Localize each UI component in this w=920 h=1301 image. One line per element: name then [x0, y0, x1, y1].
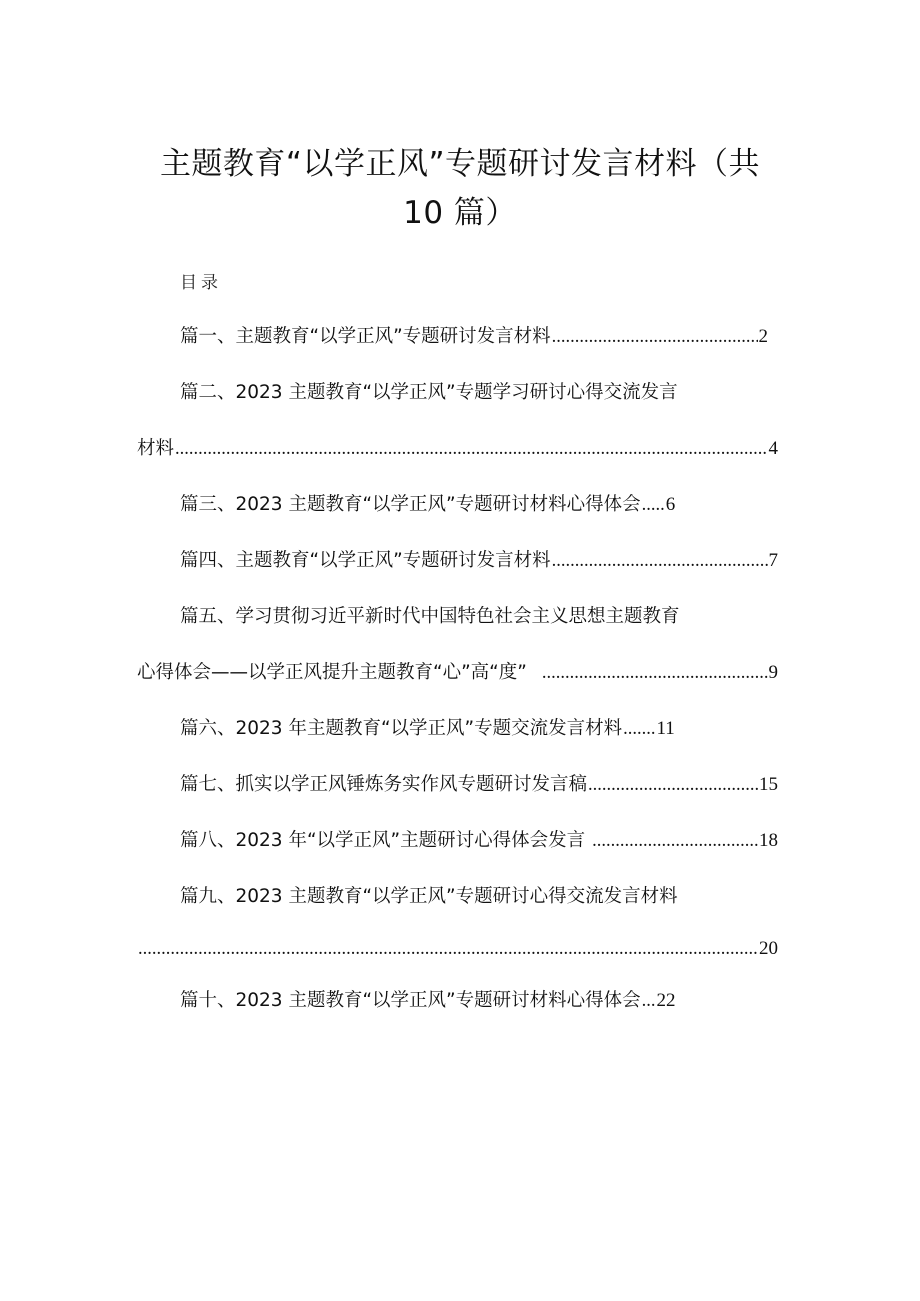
toc-entry-text: 篇八、2023 年“以学正风”主题研讨心得体会发言 [180, 830, 586, 851]
toc-leader-dots [552, 547, 768, 575]
toc-leader-dots: ..... [641, 495, 665, 515]
toc-page-number: 11 [656, 718, 675, 739]
document-title-line1: 主题教育“以学正风”专题研讨发言材料（共 [159, 146, 761, 182]
toc-entry-text: 篇十、2023 主题教育“以学正风”专题研讨材料心得体会 [180, 990, 641, 1011]
toc-page-number: 22 [656, 990, 676, 1011]
toc-entry-text: 心得体会——以学正风提升主题教育“心”高“度” [137, 662, 527, 683]
toc-leader-dots: ... [641, 991, 656, 1011]
document-title-line2: 10 篇） [403, 195, 517, 231]
toc-leader-dots [592, 827, 758, 855]
toc-entry-text: 篇九、2023 主题教育“以学正风”专题研讨心得交流发言材料 [180, 886, 678, 907]
toc-entry-text: 篇七、抓实以学正风锤炼务实作风专题研讨发言稿 [180, 774, 588, 795]
toc-entry-1[interactable] [180, 323, 768, 351]
toc-entry-text: 篇三、2023 主题教育“以学正风”专题研讨材料心得体会 [180, 494, 641, 515]
toc-entry-text: 篇五、学习贯彻习近平新时代中国特色社会主义思想主题教育 [180, 606, 680, 627]
toc-page-number: 18 [759, 830, 778, 851]
toc-leader-dots [138, 935, 758, 963]
toc-entry-6[interactable] [180, 715, 780, 743]
toc-leader-dots [175, 435, 767, 463]
toc-entry-2[interactable] [180, 379, 780, 407]
toc-entry-3[interactable] [180, 491, 780, 519]
toc-entry-9-continued[interactable] [137, 935, 778, 963]
toc-entry-text: 材料 [137, 438, 175, 459]
toc-entry-5-continued[interactable] [137, 659, 778, 687]
toc-leader-dots [542, 659, 768, 687]
toc-page-number: 4 [768, 438, 778, 459]
toc-page-number: 2 [758, 326, 768, 347]
toc-heading: 目录 [180, 273, 222, 293]
toc-entry-4[interactable] [180, 547, 778, 575]
toc-entry-text: 篇一、主题教育“以学正风”专题研讨发言材料 [180, 326, 551, 347]
toc-page-number: 6 [665, 494, 676, 515]
toc-entry-9[interactable] [180, 883, 780, 911]
toc-page-number: 9 [768, 662, 778, 683]
toc-page-number: 20 [759, 938, 778, 959]
toc-page-number: 7 [768, 550, 778, 571]
toc-leader-dots: ....... [623, 719, 656, 739]
toc-entry-5[interactable] [180, 603, 780, 631]
toc-entry-text: 篇六、2023 年主题教育“以学正风”专题交流发言材料 [180, 718, 623, 739]
toc-entry-2-continued[interactable] [137, 435, 778, 463]
toc-page-number: 15 [759, 774, 778, 795]
toc-leader-dots [552, 323, 758, 351]
toc-entry-8[interactable] [180, 827, 778, 855]
toc-entry-text: 篇四、主题教育“以学正风”专题研讨发言材料 [180, 550, 551, 571]
toc-leader-dots [588, 771, 758, 799]
toc-entry-10[interactable] [180, 987, 780, 1015]
toc-entry-7[interactable] [180, 771, 778, 799]
toc-entry-text: 篇二、2023 主题教育“以学正风”专题学习研讨心得交流发言 [180, 382, 678, 403]
